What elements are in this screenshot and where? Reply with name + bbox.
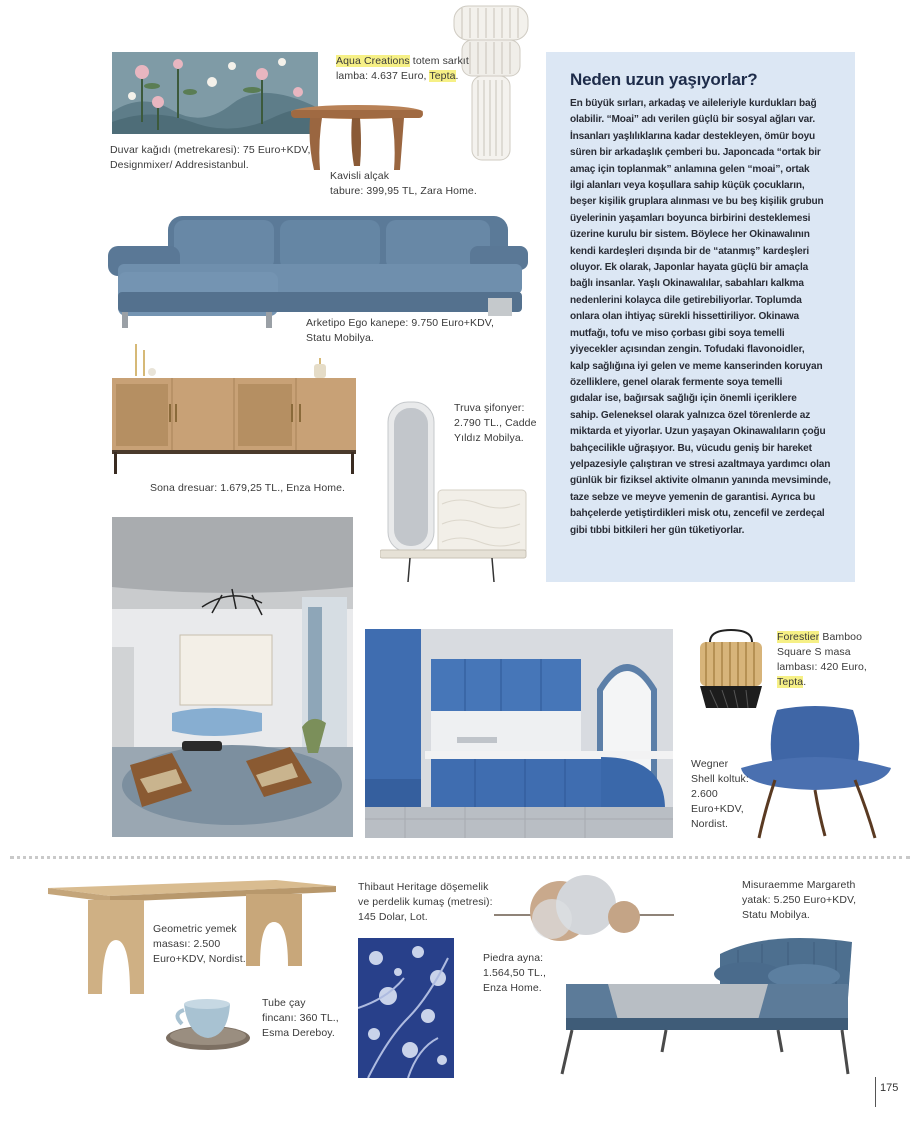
caption-line: totem sarkıt	[409, 55, 469, 67]
shop-highlight: Tepta	[429, 70, 456, 82]
caption-line: Bamboo	[819, 631, 863, 643]
table-lamp-image	[692, 628, 770, 710]
sidebar-line: amaç için toplanmak” anlamına gelen “moai”, ortak	[570, 163, 810, 175]
caption-line: Wegner	[691, 758, 729, 770]
caption-cup	[262, 996, 339, 1041]
caption-line: 145 Dolar, Lot.	[358, 911, 428, 923]
caption-line: 2.600	[691, 788, 718, 800]
sidebar-line: kalp sağlığına iyi gelen ve meme kanserinden koruyan	[570, 360, 823, 372]
sidebar-line: En büyük sırları, arkadaş ve aileleriyle kurdukları bağ	[570, 98, 817, 109]
caption-line: tabure: 399,95 TL, Zara Home.	[330, 185, 477, 197]
kitchen-photo	[365, 629, 673, 838]
caption-line: Truva şifonyer:	[454, 402, 525, 414]
sidebar-line: ilgi alanları veya koşullara sahip küçük çocukların,	[570, 180, 805, 192]
sidebar-line: süren bir arkadaşlık çemberi bu. Japoncada “ortak bir	[570, 147, 821, 159]
page-number-rule	[875, 1077, 876, 1107]
sidebar-box	[546, 52, 855, 582]
caption-lamp	[777, 630, 867, 690]
sidebar-line: kendi kardeşleri dışında bir de “atanmış” kardeşleri	[570, 245, 810, 257]
sideboard-image	[110, 340, 358, 474]
sidebar-line: miktarda et yiyorlar. Uzun yaşayan Okinawalıların çoğu	[570, 426, 826, 438]
sidebar-line: taze sebze ve meyve yemenin de garantisi. Ayrıca bu	[570, 491, 816, 503]
sidebar-line: olabilir. “Moai” adı verilen güçlü bir sosyal ağları var.	[570, 114, 816, 126]
caption-line: Yıldız Mobilya.	[454, 432, 524, 444]
caption-line: Nordist.	[691, 818, 728, 830]
caption-line: Kavisli alçak	[330, 170, 390, 182]
sidebar-line: bahçelerde yetiştirdikleri misk otu, zencefil ve zerdeçal	[570, 508, 825, 520]
living-room-photo	[112, 517, 353, 837]
caption-chair	[691, 757, 749, 832]
caption-line: lamba: 4.637 Euro,	[336, 70, 430, 82]
caption-line: Statu Mobilya.	[306, 332, 374, 344]
caption-line: Square S masa	[777, 646, 851, 658]
caption-pendant	[336, 54, 469, 84]
caption-table	[153, 922, 246, 967]
shell-chair-image	[735, 706, 895, 840]
caption-line: lambası: 420 Euro,	[777, 661, 867, 673]
page-number: 175	[880, 1082, 899, 1094]
sidebar-line: günlük bir fiziksel aktivite olmanın yanında mevsiminde,	[570, 475, 831, 487]
sidebar-line: üyelerinin yaşamları boyunca birbirini desteklemesi	[570, 212, 811, 224]
brand-highlight: Aqua Creations	[336, 55, 410, 67]
sidebar-line: İnsanları yaşlılıklarına kadar destekleyen, ömür boyu	[570, 130, 816, 142]
caption-line: Enza Home.	[483, 982, 542, 994]
sidebar-line: üzerine kurulu bir sistem. Böylece her Okinawalının	[570, 229, 810, 241]
caption-line: Designmixer/ Addresistanbul.	[110, 159, 249, 171]
sidebar-title: Neden uzun yaşıyorlar?	[570, 70, 758, 89]
caption-line: ve perdelik kumaş (metresi):	[358, 896, 493, 908]
sidebar-line: nedenlerini kolayca dile getirebiliyorlar. Toplumda	[570, 294, 802, 306]
sidebar-line: beşer kişilik gruplara alınması ve bu beş kişilik grubun	[570, 196, 824, 208]
caption-line: fincanı: 360 TL.,	[262, 1012, 339, 1024]
caption-line: Tube çay	[262, 997, 306, 1009]
caption-line: Euro+KDV, Nordist.	[153, 953, 246, 965]
brand-highlight: Forestier	[777, 631, 820, 643]
sidebar-line: özelliklere, genel olarak fermente soya temelli	[570, 376, 783, 388]
caption-line: Geometric yemek	[153, 923, 237, 935]
caption-mirror	[483, 951, 546, 996]
caption-line: masası: 2.500	[153, 938, 221, 950]
caption-line: Esma Dereboy.	[262, 1027, 335, 1039]
shop-highlight: Tepta	[777, 676, 804, 688]
caption-line: .	[455, 70, 459, 82]
sidebar-line: mutfağı, tofu ve miso çorbası gibi soya temelli	[570, 327, 785, 339]
caption-sideboard	[150, 481, 345, 496]
caption-line: Misuraemme Margareth	[742, 879, 856, 891]
dotted-divider	[10, 856, 910, 859]
tea-cup-image	[164, 996, 254, 1052]
caption-line: Statu Mobilya.	[742, 909, 810, 921]
fabric-image	[358, 938, 454, 1078]
caption-line: .	[803, 676, 807, 688]
caption-line: Euro+KDV,	[691, 803, 744, 815]
caption-line: Thibaut Heritage döşemelik	[358, 881, 489, 893]
sidebar-line: gıdalar ise, bağırsak sağlığı için önemli içeriklere	[570, 393, 797, 405]
caption-bed	[742, 878, 856, 923]
sidebar-line: yelpazesiyle çalıştıran ve stresi azaltmaya yardımcı olan	[570, 458, 831, 470]
sidebar-line: yiyecekler açısından zengin. Tofudaki flavonoidler,	[570, 344, 805, 356]
caption-line: Piedra ayna:	[483, 952, 544, 964]
caption-wallpaper	[110, 143, 311, 173]
sidebar-line: sahip. Geleneksel olarak yalnızca özel törenlerde az	[570, 409, 811, 421]
bed-image	[548, 934, 858, 1076]
sidebar-line: oluyor. Ek olarak, Japonlar hayata güçlü bir amaçla	[570, 262, 809, 274]
sidebar-line: bağlı insanlar. Yaşlı Okinawalılar, sabahları kalkma	[570, 278, 804, 290]
sidebar-line: onlara olan ihtiyaç sürekli hissettiriliyor. Okinawa	[570, 311, 799, 323]
sidebar-line: gibi tıbbi bitkileri her gün tüketiyorlar.	[570, 524, 745, 536]
caption-fabric	[358, 880, 493, 925]
sofa-image	[108, 212, 530, 332]
sidebar-line: bahçecilikle uğraşıyor. Bu, vücudu geniş bir hareket	[570, 442, 812, 454]
caption-line: Sona dresuar: 1.679,25 TL., Enza Home.	[150, 482, 346, 494]
caption-vanity	[454, 401, 537, 446]
caption-line: Duvar kağıdı (metrekaresi): 75 Euro+KDV,	[110, 144, 311, 156]
caption-line: 1.564,50 TL.,	[483, 967, 546, 979]
caption-sofa	[306, 316, 494, 346]
caption-line: Shell koltuk:	[691, 773, 749, 785]
caption-line: yatak: 5.250 Euro+KDV,	[742, 894, 857, 906]
caption-line: Arketipo Ego kanepe: 9.750 Euro+KDV,	[306, 317, 494, 329]
caption-line: 2.790 TL., Cadde	[454, 417, 537, 429]
sidebar-body	[570, 96, 840, 539]
caption-stool	[330, 169, 477, 199]
